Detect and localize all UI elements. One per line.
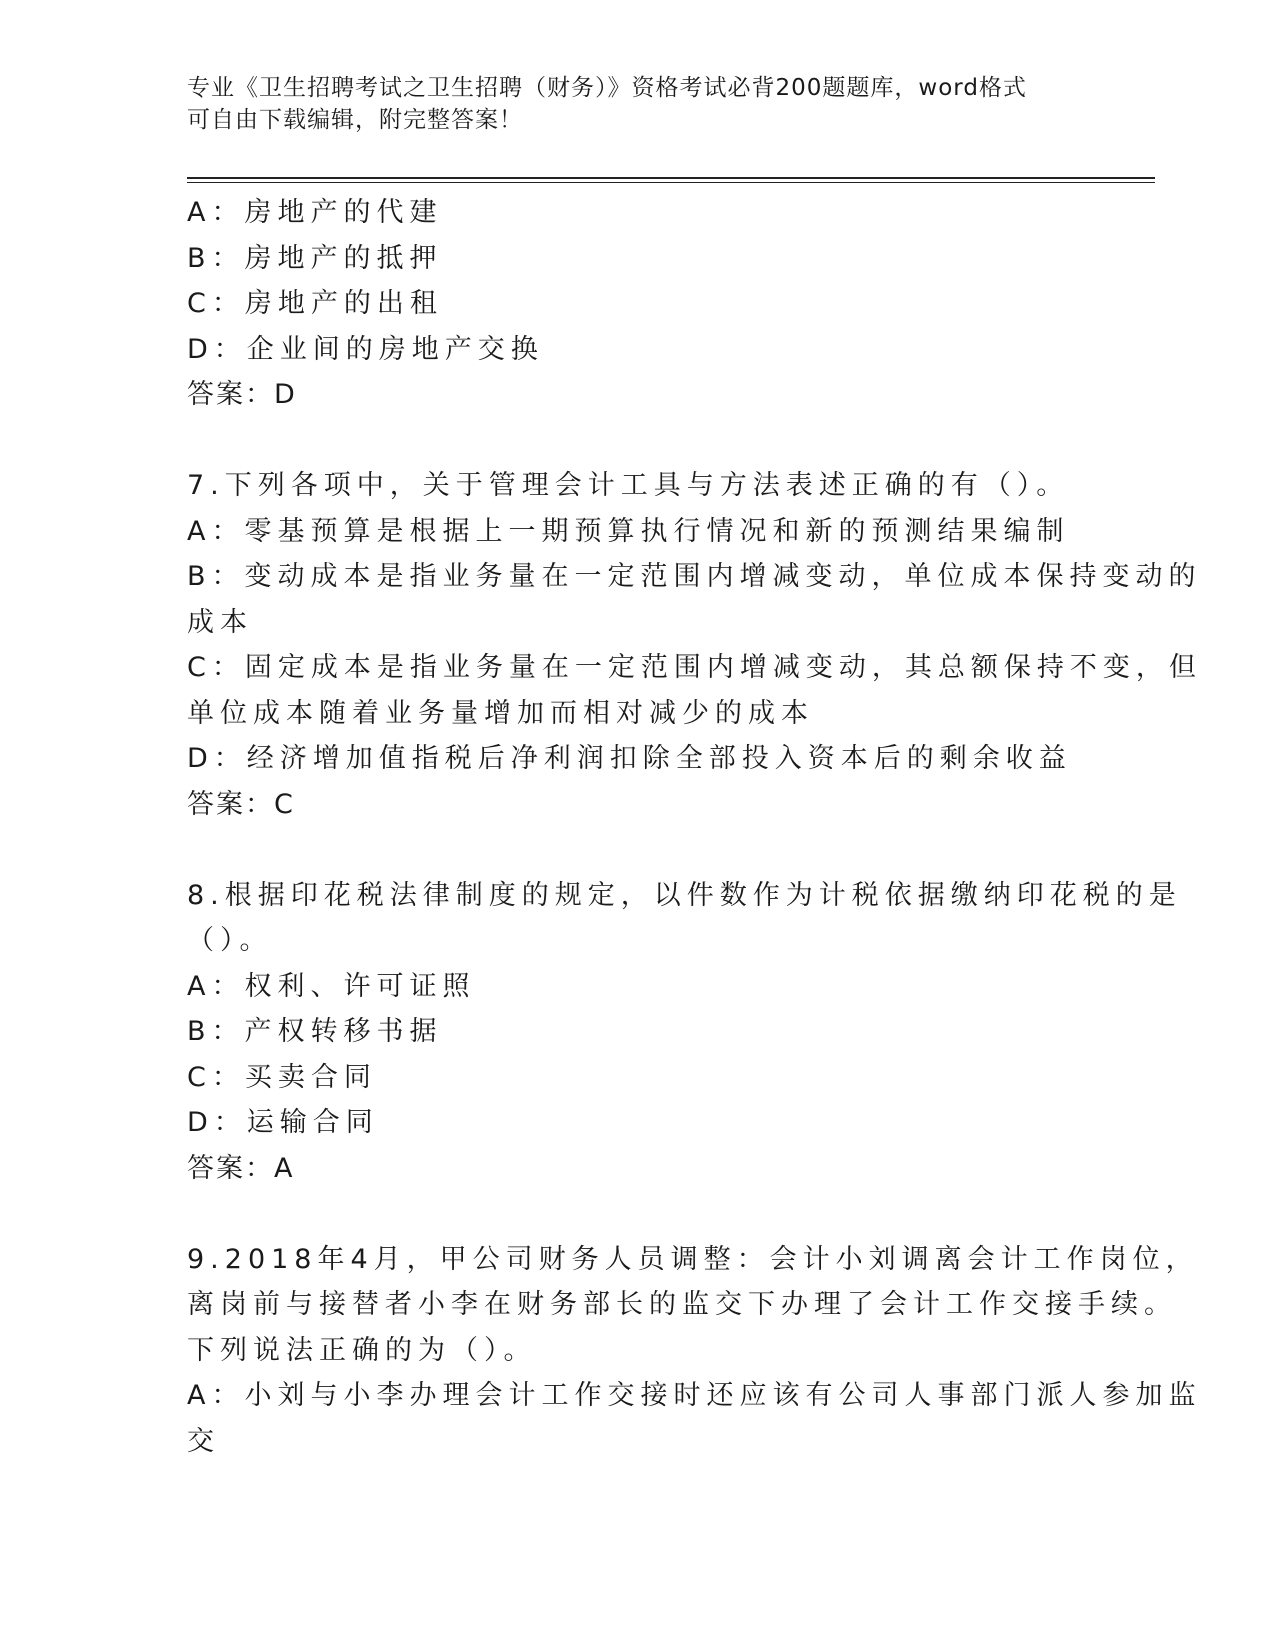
question-8 (187, 873, 1182, 1192)
option-a: A：小刘与小李办理会计工作交接时还应该有公司人事部门派人参加监 (187, 1380, 1202, 1411)
option-c-continued: 单位成本随着业务量增加而相对减少的成本 (187, 697, 814, 729)
header-title-line-2: 可自由下载编辑，附完整答案！ (187, 107, 523, 133)
spacer (187, 1191, 1107, 1237)
question-6 (187, 190, 1107, 418)
question-text: 9.2018年4月，甲公司财务人员调整：会计小刘调离会计工作岗位， (187, 1243, 1199, 1275)
question-text-continued: （）。 (187, 925, 273, 956)
option-a: A：房地产的代建 (187, 197, 443, 228)
option-d: D：经济增加值指税后净利润扣除全部投入资本后的剩余收益 (187, 743, 1072, 774)
option-d: D：企业间的房地产交换 (187, 333, 544, 365)
header-divider-thin (187, 182, 1155, 183)
option-d: D：运输合同 (187, 1107, 379, 1138)
option-b: B：产权转移书据 (187, 1016, 443, 1047)
option-c: C：固定成本是指业务量在一定范围内增减变动，其总额保持不变，但 (187, 652, 1202, 683)
question-text: 7.下列各项中，关于管理会计工具与方法表述正确的有（）。 (187, 470, 1070, 501)
question-text: 8.根据印花税法律制度的规定，以件数作为计税依据缴纳印花税的是 (187, 879, 1182, 911)
answer: 答案：D (187, 379, 297, 410)
option-b: B：房地产的抵押 (187, 242, 443, 274)
spacer (187, 827, 1107, 873)
spacer (187, 418, 1107, 464)
header-divider-thick (187, 177, 1155, 179)
answer: 答案：A (187, 1152, 295, 1184)
question-text-continued: 离岗前与接替者小李在财务部长的监交下办理了会计工作交接手续。 (187, 1289, 1177, 1320)
option-a-continued: 交 (187, 1425, 220, 1457)
option-c: C：房地产的出租 (187, 288, 443, 319)
question-7 (187, 463, 1202, 827)
option-a: A：零基预算是根据上一期预算执行情况和新的预测结果编制 (187, 515, 1070, 547)
question-text-continued: 下列说法正确的为（）。 (187, 1334, 537, 1366)
header-title-line-1: 专业《卫生招聘考试之卫生招聘（财务）》资格考试必背200题题库，word格式 (187, 75, 1027, 101)
question-list (187, 190, 1202, 1464)
document-header (187, 72, 1087, 136)
option-b: B：变动成本是指业务量在一定范围内增减变动，单位成本保持变动的 (187, 561, 1202, 592)
option-c: C：买卖合同 (187, 1061, 377, 1093)
option-b-continued: 成本 (187, 606, 253, 638)
question-9 (187, 1237, 1202, 1465)
answer: 答案：C (187, 788, 295, 820)
option-a: A：权利、许可证照 (187, 970, 476, 1002)
